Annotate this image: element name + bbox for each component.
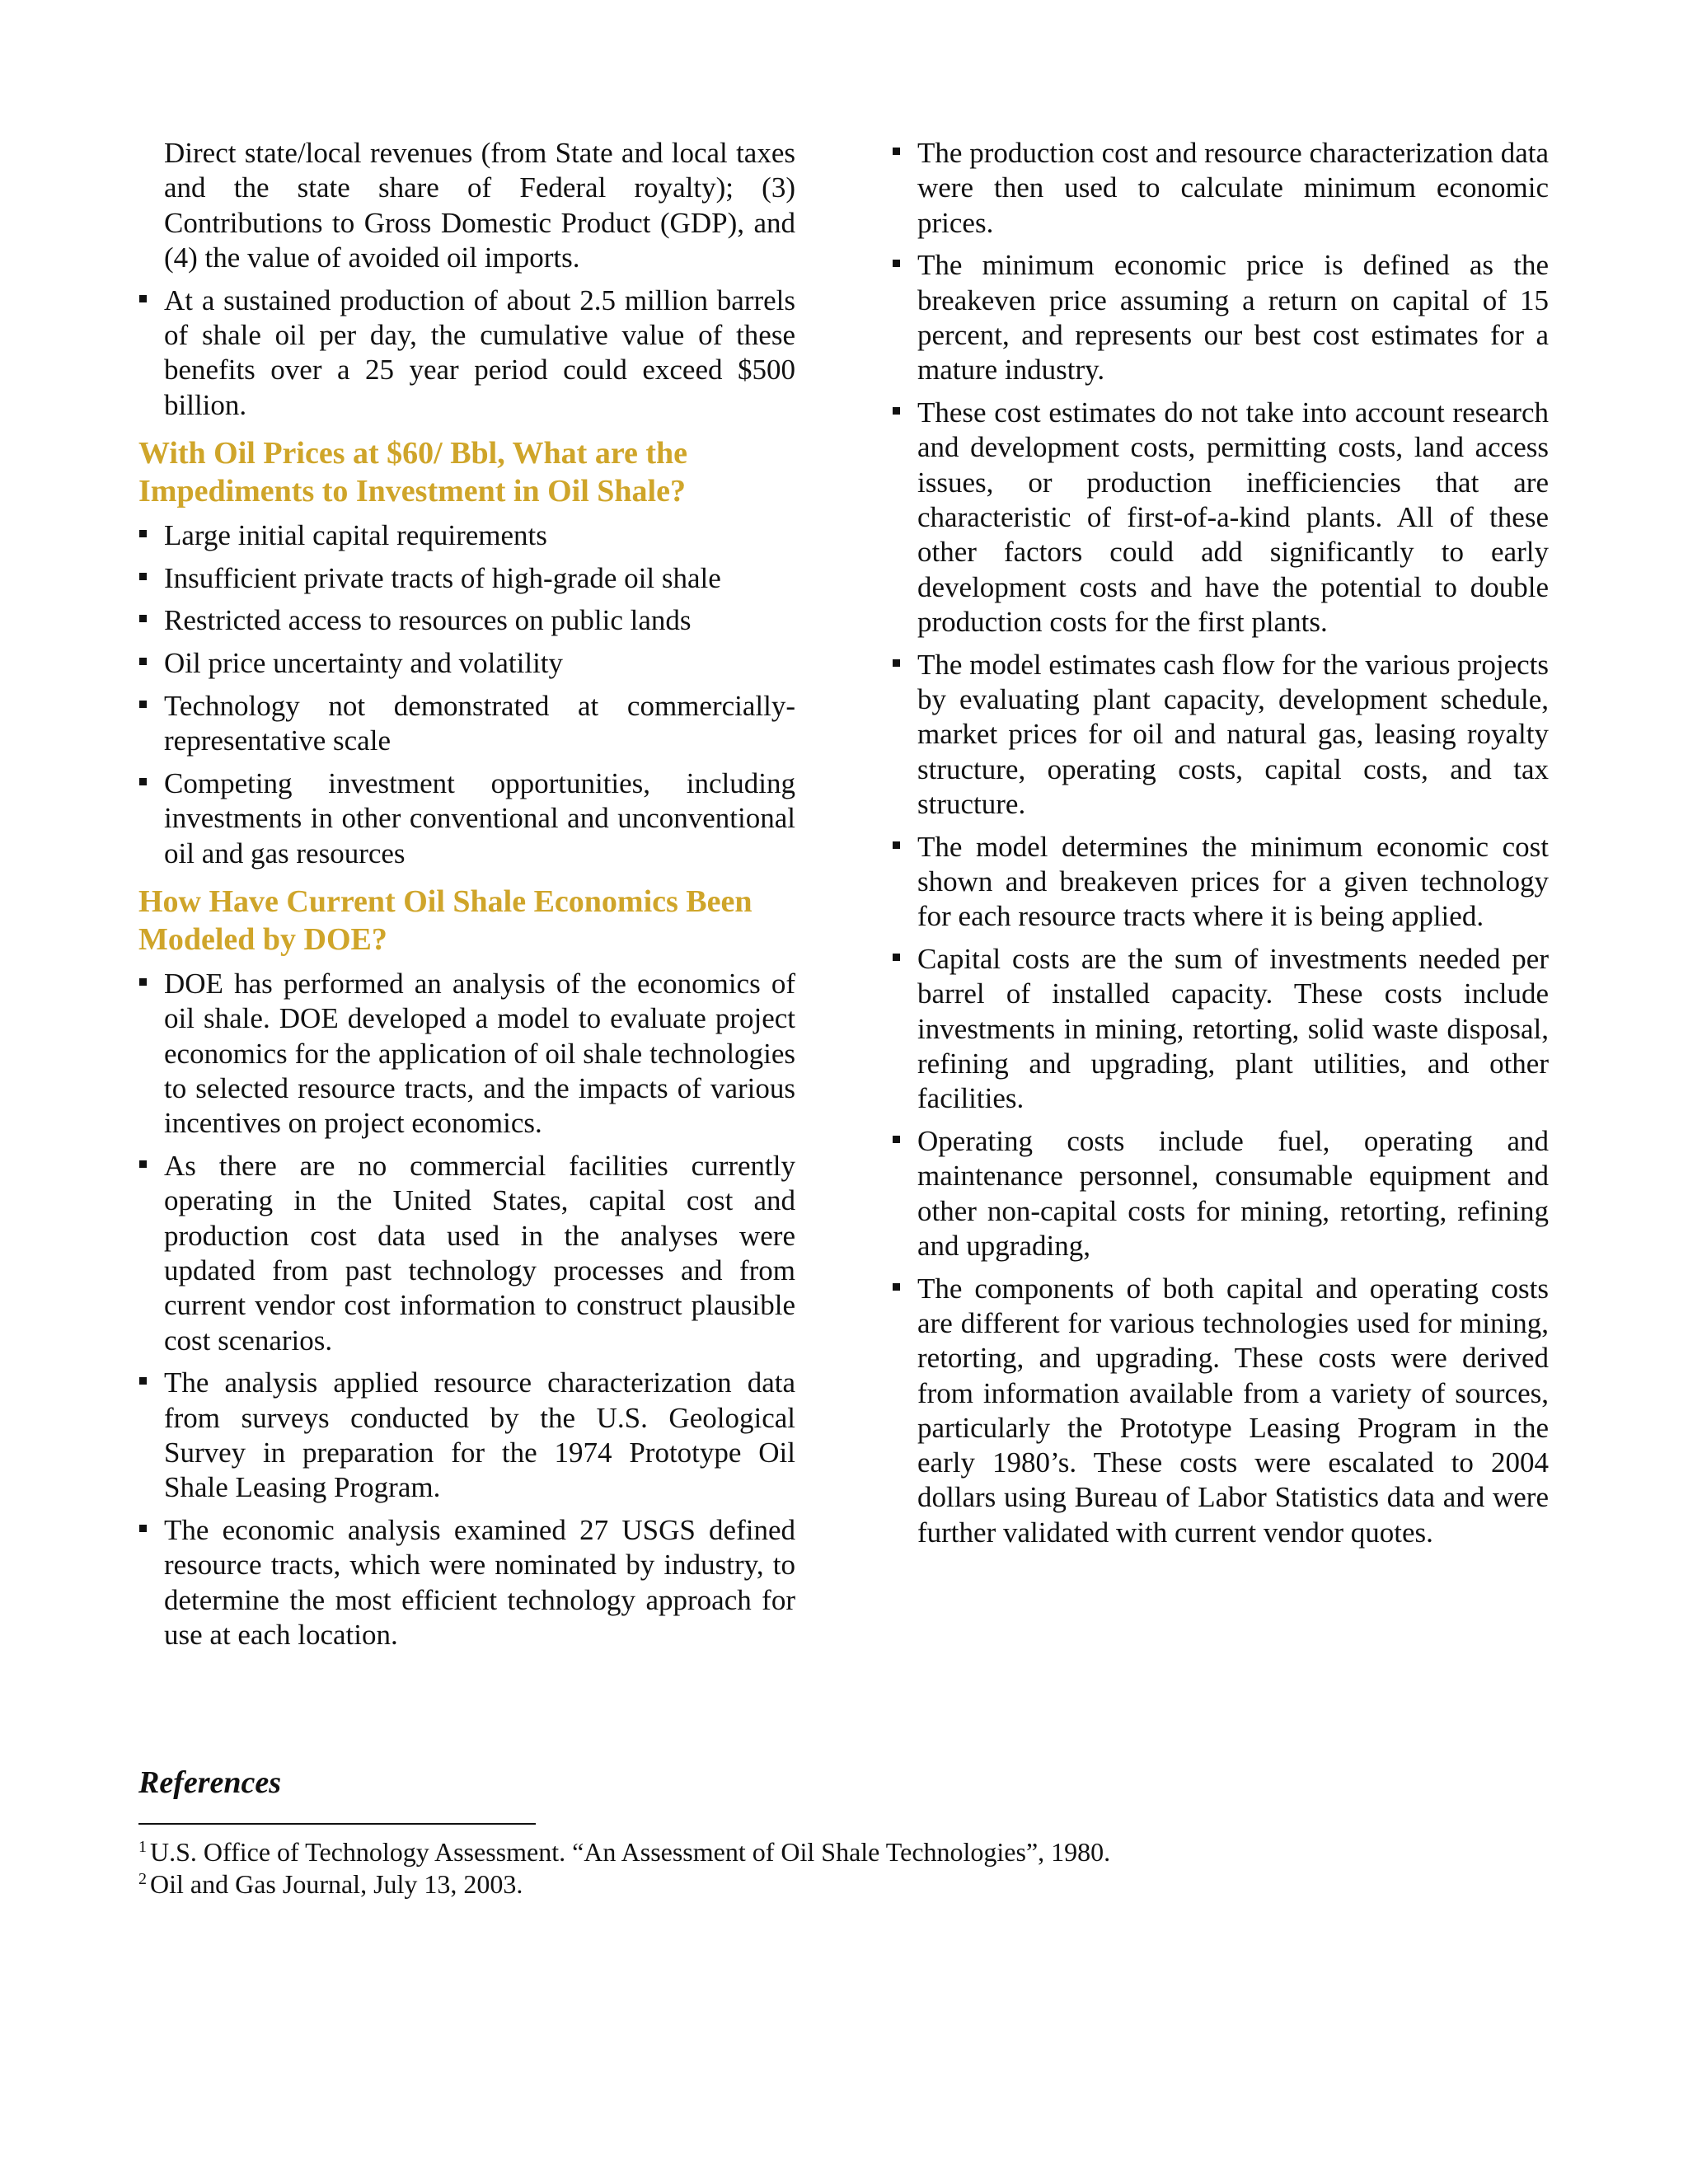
bullet-square-icon bbox=[139, 978, 147, 986]
list-item-text: At a sustained production of about 2.5 million barrels of shale oil per day, the cumulative value of these benefits over a 25 year period could exceed $500 billion. bbox=[164, 284, 795, 421]
continued-paragraph: Direct state/local revenues (from State and local taxes and the state share of Federal royalty); (3) Contributions to Gross Domestic Product (GDP), and (4) the value of avoided oil imports. bbox=[164, 137, 795, 274]
references-section bbox=[138, 1764, 1540, 1900]
footnote-text: Oil and Gas Journal, July 13, 2003. bbox=[150, 1869, 523, 1899]
list-item-text: These cost estimates do not take into account research and development costs, permitting costs, land access issues, or production inefficiencies that are characteristic of first-of-a-kind plants. All of these other factors could add significantly to early development costs and have the potential to double production costs for the first plants. bbox=[917, 396, 1549, 638]
impediments-list bbox=[138, 518, 795, 871]
footnote-text: U.S. Office of Technology Assessment. “An Assessment of Oil Shale Technologies”, 1980. bbox=[150, 1837, 1111, 1867]
bullet-square-icon bbox=[139, 1525, 147, 1532]
list-item bbox=[892, 942, 1549, 1116]
list-item-text: The economic analysis examined 27 USGS defined resource tracts, which were nominated by industry, to determine the most efficient technology approach for use at each location. bbox=[164, 1514, 795, 1651]
bullet-square-icon bbox=[139, 701, 147, 708]
bullet-square-icon bbox=[139, 1160, 147, 1168]
list-item bbox=[138, 646, 795, 681]
list-item-text: As there are no commercial facilities currently operating in the United States, capital cost and production cost data used in the analyses were updated from past technology processes and from current vendor cost information to construct plausible cost scenarios. bbox=[164, 1150, 795, 1357]
right-list bbox=[892, 136, 1549, 1550]
list-item-text: Insufficient private tracts of high-grade oil shale bbox=[164, 561, 721, 594]
footnote bbox=[138, 1836, 1540, 1868]
doe-model-list bbox=[138, 967, 795, 1652]
list-item bbox=[892, 648, 1549, 822]
list-item bbox=[138, 603, 795, 638]
references-heading: References bbox=[138, 1765, 282, 1800]
bullet-square-icon bbox=[893, 659, 900, 667]
bullet-square-icon bbox=[893, 954, 900, 961]
list-item bbox=[892, 830, 1549, 935]
footnote-number: 2 bbox=[138, 1870, 147, 1888]
section-heading-impediments: With Oil Prices at $60/ Bbl, What are the Impediments to Investment in Oil Shale? bbox=[138, 435, 688, 509]
bullet-square-icon bbox=[139, 295, 147, 302]
bullet-square-icon bbox=[139, 1377, 147, 1385]
list-item-text: Capital costs are the sum of investments needed per barrel of installed capacity. These costs include investments in mining, retorting, solid waste disposal, refining and upgrading, plant utilities, and other facilities. bbox=[917, 943, 1549, 1115]
bullet-square-icon bbox=[139, 615, 147, 622]
bullet-square-icon bbox=[139, 573, 147, 580]
bullet-square-icon bbox=[893, 1283, 900, 1291]
footnote bbox=[138, 1868, 1540, 1900]
list-item bbox=[138, 518, 795, 553]
section-heading-doe-model: How Have Current Oil Shale Economics Been Modeled by DOE? bbox=[138, 884, 753, 958]
bullet-square-icon bbox=[139, 658, 147, 665]
list-item bbox=[892, 248, 1549, 387]
list-item-text: DOE has performed an analysis of the economics of oil shale. DOE developed a model to evaluate project economics for the application of oil shale technologies to selected resource tracts, and the impacts of various incentives on project economics. bbox=[164, 968, 795, 1140]
bullet-square-icon bbox=[893, 260, 900, 267]
list-item-text: The production cost and resource characterization data were then used to calculate minimum economic prices. bbox=[917, 137, 1549, 239]
list-item bbox=[892, 1124, 1549, 1263]
list-item bbox=[138, 1149, 795, 1358]
footnote-divider bbox=[138, 1823, 536, 1825]
list-item-text: Operating costs include fuel, operating and maintenance personnel, consumable equipment and other non-capital costs for mining, retorting, refining and upgrading, bbox=[917, 1125, 1549, 1262]
list-item bbox=[892, 1272, 1549, 1550]
bullet-square-icon bbox=[893, 148, 900, 155]
footnote-number: 1 bbox=[138, 1838, 147, 1856]
bullet-square-icon bbox=[893, 407, 900, 415]
list-item-text: Technology not demonstrated at commercially-representative scale bbox=[164, 690, 795, 757]
list-item-text: The model determines the minimum economic cost shown and breakeven prices for a given technology for each resource tracts where it is being applied. bbox=[917, 830, 1549, 933]
list-item bbox=[138, 967, 795, 1141]
list-item bbox=[138, 284, 795, 423]
list-item-text: The analysis applied resource characterization data from surveys conducted by the U.S. Geological Survey in preparation for the 1974 Prototype Oil Shale Leasing Program. bbox=[164, 1366, 795, 1504]
list-item bbox=[138, 1366, 795, 1505]
list-item bbox=[138, 1513, 795, 1652]
list-item bbox=[138, 766, 795, 871]
list-item-text: The model estimates cash flow for the various projects by evaluating plant capacity, development schedule, market prices for oil and natural gas, leasing royalty structure, operating costs, capital costs, and tax structure. bbox=[917, 648, 1549, 820]
bullet-square-icon bbox=[139, 778, 147, 785]
bullet-square-icon bbox=[893, 1136, 900, 1143]
list-item bbox=[892, 136, 1549, 241]
list-item-text: The components of both capital and operating costs are different for various technologies used for mining, retorting, and upgrading. These costs were derived from information available from a variety of sources, particularly the Prototype Leasing Program in the early 1980’s. These costs were escalated to 2004 dollars using Bureau of Labor Statistics data and were further validated with current vendor quotes. bbox=[917, 1272, 1549, 1549]
list-item bbox=[138, 561, 795, 596]
list-item bbox=[138, 689, 795, 759]
left-intro-list bbox=[138, 136, 795, 423]
left-column bbox=[138, 136, 795, 1661]
bullet-square-icon bbox=[893, 841, 900, 849]
right-column bbox=[892, 136, 1549, 1558]
list-item-text: Restricted access to resources on public lands bbox=[164, 604, 692, 637]
list-item-text: The minimum economic price is defined as the breakeven price assuming a return on capital of 15 percent, and represents our best cost estimates for a mature industry. bbox=[917, 249, 1549, 387]
list-item-text: Oil price uncertainty and volatility bbox=[164, 647, 564, 680]
list-item-text: Large initial capital requirements bbox=[164, 518, 547, 551]
bullet-square-icon bbox=[139, 530, 147, 537]
list-item bbox=[138, 136, 795, 275]
list-item bbox=[892, 396, 1549, 640]
list-item-text: Competing investment opportunities, including investments in other conventional and unconventional oil and gas resources bbox=[164, 767, 795, 869]
